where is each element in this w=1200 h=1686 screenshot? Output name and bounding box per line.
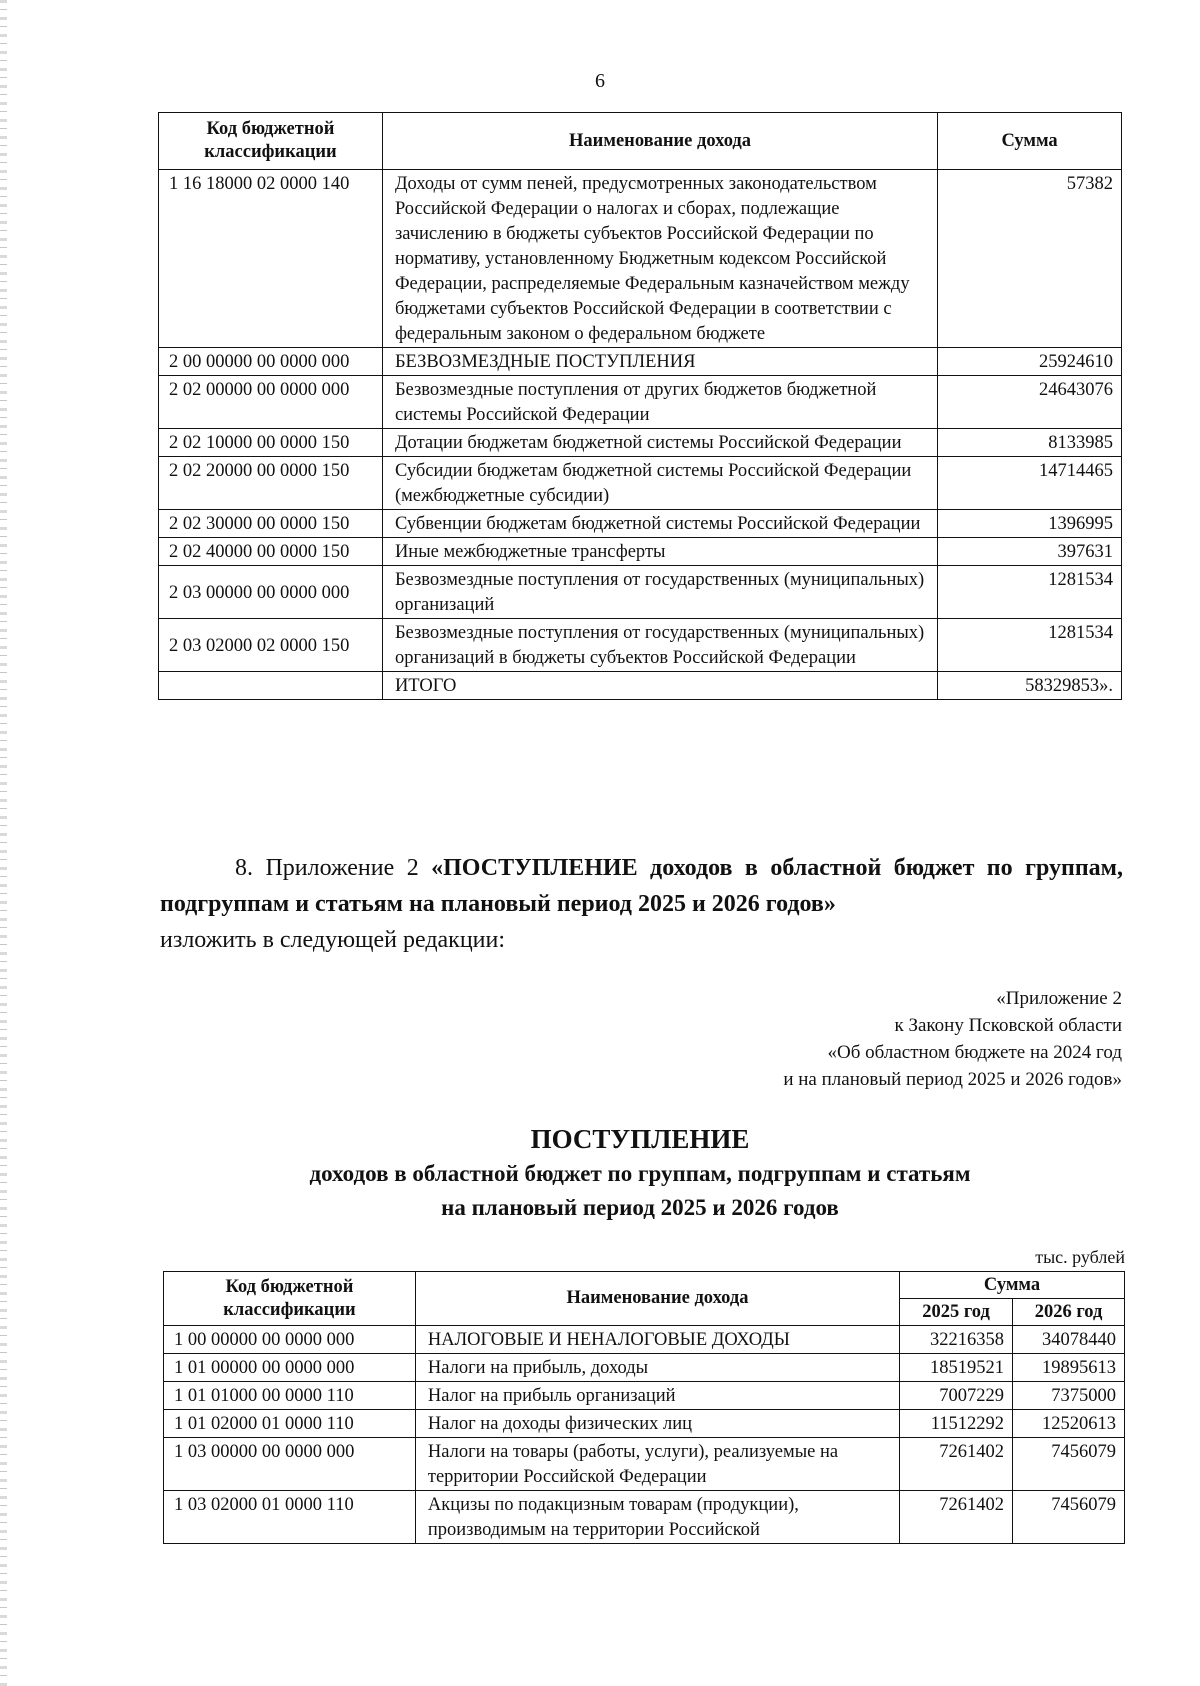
- table-row: [159, 348, 1122, 376]
- row-code: [159, 672, 383, 700]
- row-code: 2 03 02000 02 0000 150: [159, 619, 383, 672]
- row-code: 1 01 02000 01 0000 110: [164, 1410, 416, 1438]
- row-sum-2025: 11512292: [900, 1410, 1013, 1438]
- header-code: Код бюджетной классификации: [159, 113, 383, 170]
- table-row: [159, 619, 1122, 672]
- row-name: Налоги на товары (работы, услуги), реализуемые на территории Российской Федерации: [415, 1438, 899, 1491]
- table-row: [159, 376, 1122, 429]
- row-name: Субсидии бюджетам бюджетной системы Российской Федерации (межбюджетные субсидии): [382, 457, 937, 510]
- row-name: Доходы от сумм пеней, предусмотренных законодательством Российской Федерации о налогах и сборах, подлежащие зачислению в бюджеты субъектов Российской Федерации по нормативу, установленному Бюджетным кодексом Российской Федерации, распределяемые Федеральным казначейством между бюджетами субъектов Российской Федерации в соответствии с федеральным законом о федеральном бюджете: [382, 170, 937, 348]
- table-row: [164, 1491, 1125, 1544]
- row-code: 1 03 02000 01 0000 110: [164, 1491, 416, 1544]
- table-row: [164, 1410, 1125, 1438]
- row-sum: 397631: [938, 538, 1122, 566]
- row-code: 2 02 40000 00 0000 150: [159, 538, 383, 566]
- row-sum: 1281534: [938, 566, 1122, 619]
- row-sum-2025: 32216358: [900, 1326, 1013, 1354]
- row-name: НАЛОГОВЫЕ И НЕНАЛОГОВЫЕ ДОХОДЫ: [415, 1326, 899, 1354]
- header-year-2025: 2025 год: [900, 1299, 1013, 1326]
- row-sum: 8133985: [938, 429, 1122, 457]
- row-name: БЕЗВОЗМЕЗДНЫЕ ПОСТУПЛЕНИЯ: [382, 348, 937, 376]
- header-sum: Сумма: [938, 113, 1122, 170]
- row-name: Безвозмездные поступления от государственных (муниципальных) организаций: [382, 566, 937, 619]
- row-sum-2026: 34078440: [1013, 1326, 1125, 1354]
- row-code: 1 16 18000 02 0000 140: [159, 170, 383, 348]
- page-number: 6: [595, 70, 605, 92]
- table-row: [164, 1354, 1125, 1382]
- table-row: [164, 1326, 1125, 1354]
- header-name: Наименование дохода: [415, 1272, 899, 1326]
- row-sum-2025: 7261402: [900, 1491, 1013, 1544]
- appendix-line: и на плановый период 2025 и 2026 годов»: [783, 1069, 1122, 1090]
- paragraph-number: 8. Приложение 2: [235, 855, 419, 881]
- row-name: Субвенции бюджетам бюджетной системы Российской Федерации: [382, 510, 937, 538]
- row-sum-2026: 7456079: [1013, 1491, 1125, 1544]
- income-table-2024: [158, 112, 1122, 700]
- income-table-2025-2026: [163, 1271, 1125, 1544]
- row-code: 2 00 00000 00 0000 000: [159, 348, 383, 376]
- table-row: [159, 538, 1122, 566]
- row-code: 1 00 00000 00 0000 000: [164, 1326, 416, 1354]
- row-code: 2 03 00000 00 0000 000: [159, 566, 383, 619]
- appendix-line: «Приложение 2: [996, 988, 1122, 1009]
- title-main: ПОСТУПЛЕНИЕ: [530, 1124, 750, 1154]
- table-row: [159, 429, 1122, 457]
- row-name: Акцизы по подакцизным товарам (продукции), производимым на территории Российской: [415, 1491, 899, 1544]
- row-name: Налог на доходы физических лиц: [415, 1410, 899, 1438]
- amendment-paragraph: [160, 850, 1123, 958]
- document-title: [158, 1121, 1122, 1225]
- header-year-2026: 2026 год: [1013, 1299, 1125, 1326]
- table-row: [164, 1438, 1125, 1491]
- row-name: Налоги на прибыль, доходы: [415, 1354, 899, 1382]
- row-sum-2025: 7261402: [900, 1438, 1013, 1491]
- header-code: Код бюджетной классификации: [164, 1272, 416, 1326]
- row-sum: 14714465: [938, 457, 1122, 510]
- row-name: Дотации бюджетам бюджетной системы Российской Федерации: [382, 429, 937, 457]
- table-row: [159, 566, 1122, 619]
- row-sum: 58329853».: [938, 672, 1122, 700]
- row-code: 2 02 10000 00 0000 150: [159, 429, 383, 457]
- row-sum-2026: 19895613: [1013, 1354, 1125, 1382]
- units-label: тыс. рублей: [1035, 1247, 1125, 1267]
- row-code: 1 01 01000 00 0000 110: [164, 1382, 416, 1410]
- table-row: [159, 510, 1122, 538]
- row-code: 2 02 20000 00 0000 150: [159, 457, 383, 510]
- scan-edge-artifact: [0, 0, 7, 1686]
- appendix-note: [783, 985, 1122, 1093]
- row-sum: 25924610: [938, 348, 1122, 376]
- header-sum: Сумма: [900, 1272, 1125, 1299]
- header-name: Наименование дохода: [382, 113, 937, 170]
- row-name: Налог на прибыль организаций: [415, 1382, 899, 1410]
- row-sum: 1281534: [938, 619, 1122, 672]
- row-sum: 1396995: [938, 510, 1122, 538]
- appendix-line: «Об областном бюджете на 2024 год: [827, 1042, 1122, 1063]
- title-sub-1: доходов в областной бюджет по группам, подгруппам и статьям: [309, 1161, 971, 1186]
- paragraph-title: «ПОСТУПЛЕНИЕ доходов в областной бюджет по группам, подгруппам и статьям на плановый период 2025 и 2026 годов»: [160, 855, 1123, 917]
- title-sub-2: на плановый период 2025 и 2026 годов: [441, 1195, 839, 1220]
- row-sum-2026: 12520613: [1013, 1410, 1125, 1438]
- table-row: [159, 170, 1122, 348]
- row-code: 1 01 00000 00 0000 000: [164, 1354, 416, 1382]
- row-sum: 57382: [938, 170, 1122, 348]
- table-row-total: [159, 672, 1122, 700]
- row-name: Безвозмездные поступления от других бюджетов бюджетной системы Российской Федерации: [382, 376, 937, 429]
- row-sum-2026: 7456079: [1013, 1438, 1125, 1491]
- row-code: 2 02 00000 00 0000 000: [159, 376, 383, 429]
- row-name: ИТОГО: [382, 672, 937, 700]
- row-code: 1 03 00000 00 0000 000: [164, 1438, 416, 1491]
- row-name: Иные межбюджетные трансферты: [382, 538, 937, 566]
- row-code: 2 02 30000 00 0000 150: [159, 510, 383, 538]
- row-sum: 24643076: [938, 376, 1122, 429]
- paragraph-tail: изложить в следующей редакции:: [160, 927, 506, 953]
- table-row: [164, 1382, 1125, 1410]
- row-name: Безвозмездные поступления от государственных (муниципальных) организаций в бюджеты субъектов Российской Федерации: [382, 619, 937, 672]
- row-sum-2026: 7375000: [1013, 1382, 1125, 1410]
- appendix-line: к Закону Псковской области: [894, 1015, 1122, 1036]
- row-sum-2025: 18519521: [900, 1354, 1013, 1382]
- row-sum-2025: 7007229: [900, 1382, 1013, 1410]
- table-row: [159, 457, 1122, 510]
